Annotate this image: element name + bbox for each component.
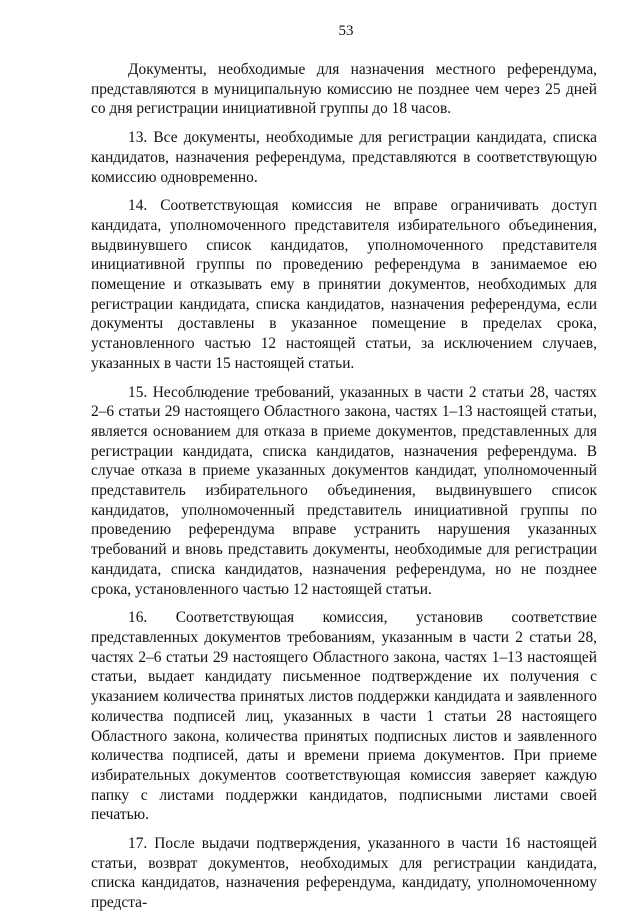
page-number: 53 bbox=[338, 23, 354, 39]
paragraph-15: 15. Несоблюдение требований, указанных в части 2 статьи 28, частях 2–6 статьи 29 настоящего Областного закона, частях 1–13 настоящей статьи, является основанием для отказа в приеме документов, представленных для регистрации кандидата, списка кандидатов, назначения референдума. В случае отказа в приеме указанных документов кандидат, уполномоченный представитель избирательного объединения, выдвинувшего список кандидатов, уполномоченный представитель инициативной группы по проведению референдума вправе устранить нарушения указанных требований и вновь представить документы, необходимые для регистрации кандидата, списка кандидатов, назначения референдума, но не позднее срока, установленного частью 12 настоящей статьи. bbox=[91, 383, 597, 598]
paragraph-documents-deadline: Документы, необходимые для назначения местного референдума, представляются в муниципальную комиссию не позднее чем через 25 дней со дня регистрации инициативной группы до 18 часов. bbox=[91, 61, 597, 118]
paragraph-17: 17. После выдачи подтверждения, указанного в части 16 настоящей статьи, возврат документов, необходимых для регистрации кандидата, списка кандидатов, назначения референдума, кандидату, уполномоченному предста- bbox=[91, 835, 597, 912]
paragraph-13: 13. Все документы, необходимые для регистрации кандидата, списка кандидатов, назначения референдума, представляются в соответствующую комиссию одновременно. bbox=[91, 129, 597, 186]
document-page bbox=[91, 22, 597, 922]
paragraph-16: 16. Соответствующая комиссия, установив соответствие представленных документов требованиям, указанным в части 2 статьи 28, частях 2–6 статьи 29 настоящего Областного закона, частях 1–13 настоящей статьи, выдает кандидату письменное подтверждение их получения с указанием количества принятых листов поддержки кандидата и заявленного количества подписей лиц, указанных в части 1 статьи 28 настоящего Областного закона, количества принятых подписных листов и заявленного количества подписей, даты и времени приема документов. При приеме избирательных документов соответствующая комиссия заверяет каждую папку с листами поддержки кандидатов, подписными листами своей печатью. bbox=[91, 609, 597, 824]
paragraph-14: 14. Соответствующая комиссия не вправе ограничивать доступ кандидата, уполномоченного представителя избирательного объединения, выдвинувшего список кандидатов, уполномоченного представителя инициативной группы по проведению референдума в занимаемое ею помещение и отказывать ему в принятии документов, необходимых для регистрации кандидата, списка кандидатов, назначения референдума, если документы доставлены в указанное помещение в пределах срока, установленного частью 12 настоящей статьи, за исключением случаев, указанных в части 15 настоящей статьи. bbox=[91, 197, 597, 372]
